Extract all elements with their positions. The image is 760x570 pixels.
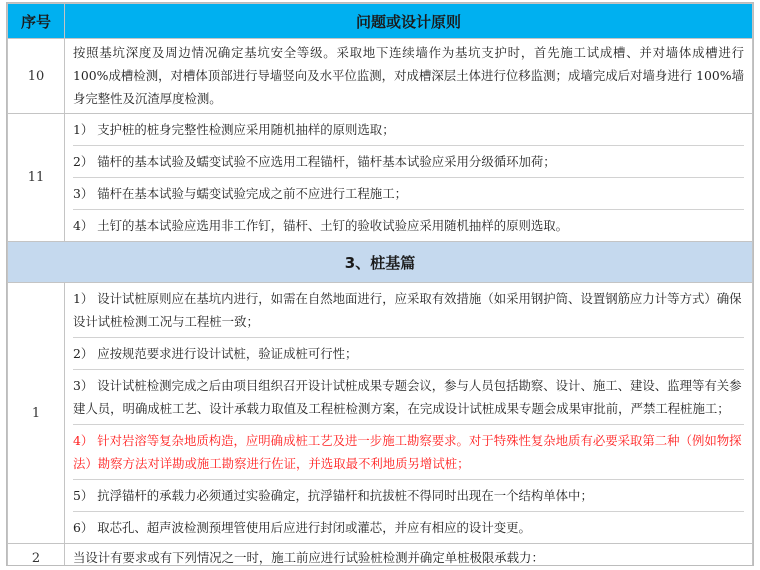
table-header-row	[8, 4, 753, 39]
list-item: 4） 土钉的基本试验应选用非工作钉，锚杆、土钉的验收试验应采用随机抽样的原则选取。	[73, 218, 569, 233]
list-item: 2） 应按规范要求进行设计试桩，验证成桩可行性；	[73, 338, 744, 370]
list-item: 3） 锚杆在基本试验与蠕变试验完成之前不应进行工程施工；	[73, 178, 744, 210]
table-row	[8, 114, 753, 242]
row-content	[65, 544, 753, 567]
header-topic: 问题或设计原则	[65, 4, 753, 39]
section-header-row	[8, 242, 753, 283]
row-seq: 2	[8, 544, 65, 567]
list-item: 5） 抗浮锚杆的承载力必须通过实验确定，抗浮锚杆和抗拔桩不得同时出现在一个结构单体中；	[73, 480, 744, 512]
table-row	[8, 283, 753, 544]
list-item: 3） 设计试桩检测完成之后由项目组织召开设计试桩成果专题会议，参与人员包括勘察、设计、施工、建设、监理等有关参建人员，明确成桩工艺、设计承载力取值及工程桩检测方案，在完成设计试桩成果专题会成果审批前，严禁工程桩施工；	[73, 370, 744, 425]
row-content	[65, 283, 753, 544]
row-seq: 10	[8, 39, 65, 114]
row-text: 按照基坑深度及周边情况确定基坑安全等级。采取地下连续墙作为基坑支护时，首先施工试成槽、并对墙体成槽进行 100%成槽检测，对槽体顶部进行导墙竖向及水平位监测，对成槽深层土体进行位移监测；成墙完成后对墙身进行 100%墙身完整性及沉渣厚度检测。	[73, 45, 744, 106]
standards-table-frame	[6, 2, 754, 566]
list-item: 1） 设计试桩原则应在基坑内进行，如需在自然地面进行，应采取有效措施（如采用钢护筒、设置钢筋应力计等方式）确保设计试桩检测工况与工程桩一致；	[73, 283, 744, 338]
header-seq: 序号	[8, 4, 65, 39]
table-row	[8, 39, 753, 114]
list-item: 6） 取芯孔、超声波检测预埋管使用后应进行封闭或灌芯，并应有相应的设计变更。	[73, 520, 531, 535]
row-seq: 1	[8, 283, 65, 544]
list-item: 2） 锚杆的基本试验及蠕变试验不应选用工程锚杆，锚杆基本试验应采用分级循环加荷；	[73, 146, 744, 178]
table-row	[8, 544, 753, 567]
list-item: 1） 支护桩的桩身完整性检测应采用随机抽样的原则选取；	[73, 114, 744, 146]
section-title: 3、桩基篇	[8, 242, 753, 283]
row-seq: 11	[8, 114, 65, 242]
standards-table	[7, 3, 753, 566]
row-text: 当设计有要求或有下列情况之一时，施工前应进行试验桩检测并确定单桩极限承载力：	[73, 550, 544, 565]
row-content	[65, 114, 753, 242]
warning-list-item: 4） 针对岩溶等复杂地质构造，应明确成桩工艺及进一步施工勘察要求。对于特殊性复杂地质有必要采取第二种（例如物探法）勘察方法对详勘或施工勘察进行佐证，并选取最不利地质另增试桩；	[73, 425, 744, 480]
row-content	[65, 39, 753, 114]
